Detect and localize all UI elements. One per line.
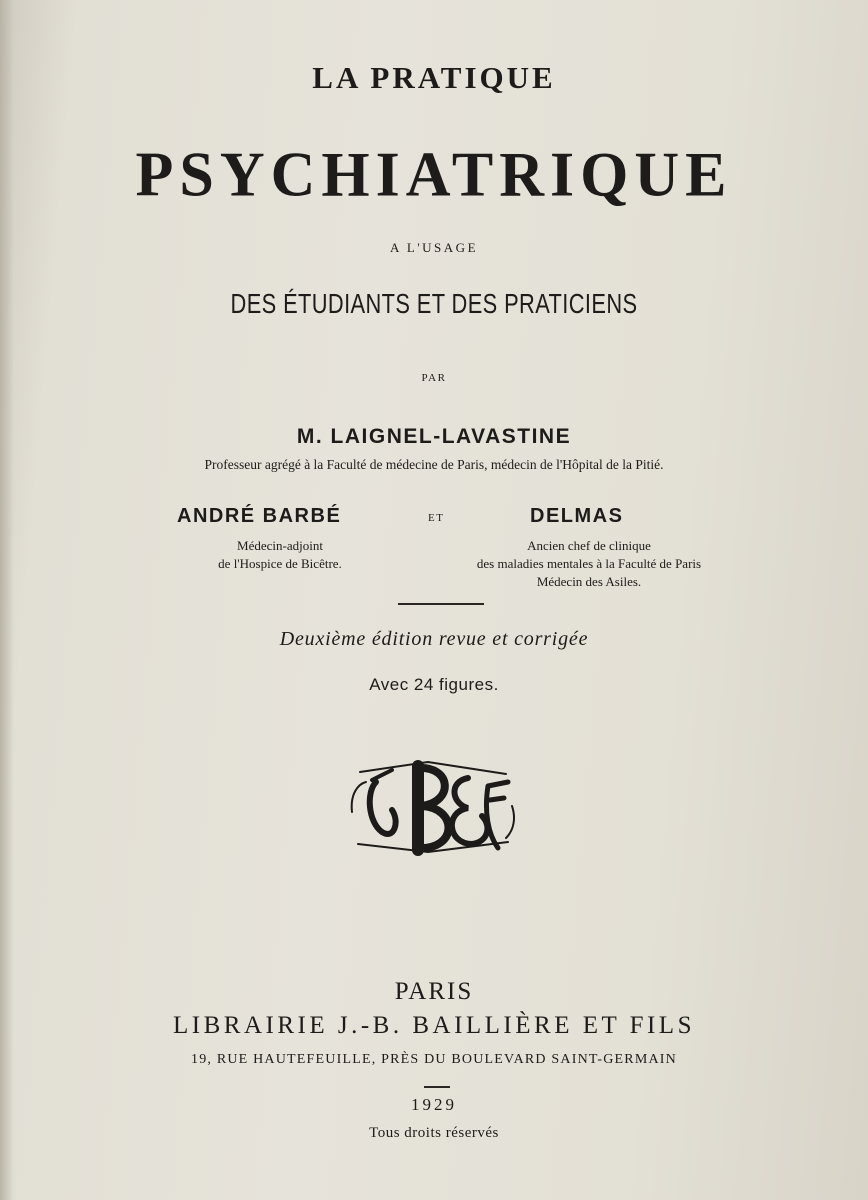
author-1-title: Professeur agrégé à la Faculté de médecine de Paris, médecin de l'Hôpital de la Pitié. — [204, 457, 664, 472]
author-3-name: DELMAS — [530, 505, 624, 527]
short-rule — [424, 1086, 450, 1088]
author-1-name: M. LAIGNEL-LAVASTINE — [296, 425, 572, 448]
title-line-1: LA PRATIQUE — [312, 60, 556, 95]
publication-year: 1929 — [411, 1095, 457, 1114]
audience-line: DES ÉTUDIANTS ET DES PRATICIENS — [230, 288, 638, 319]
author-2-affiliation — [180, 537, 380, 573]
author-3-line-3: Médecin des Asiles. — [536, 574, 642, 589]
rights-notice: Tous droits réservés — [369, 1125, 499, 1141]
publisher-address: 19, RUE HAUTEFEUILLE, PRÈS DU BOULEVARD SAINT-GERMAIN — [191, 1052, 677, 1067]
author-2-name: ANDRÉ BARBÉ — [177, 505, 342, 527]
figures-line: Avec 24 figures. — [369, 675, 499, 694]
usage-line: A L'USAGE — [389, 240, 479, 255]
author-3-affiliation — [428, 537, 750, 591]
publisher-monogram-logo — [348, 752, 518, 864]
divider-rule — [398, 603, 484, 605]
edition-line: Deuxième édition revue et corrigée — [279, 628, 589, 650]
author-3-line-2: des maladies mentales à la Faculté de Paris — [476, 556, 702, 571]
connector-et: ET — [428, 512, 445, 524]
author-2-line-1: Médecin-adjoint — [237, 538, 323, 553]
publisher-city: PARIS — [394, 978, 474, 1005]
main-title: PSYCHIATRIQUE — [135, 140, 733, 210]
author-3-line-1: Ancien chef de clinique — [527, 538, 651, 553]
author-2-line-2: de l'Hospice de Bicêtre. — [218, 556, 342, 571]
by-line: PAR — [421, 372, 447, 384]
publisher-name: LIBRAIRIE J.-B. BAILLIÈRE ET FILS — [173, 1012, 695, 1039]
